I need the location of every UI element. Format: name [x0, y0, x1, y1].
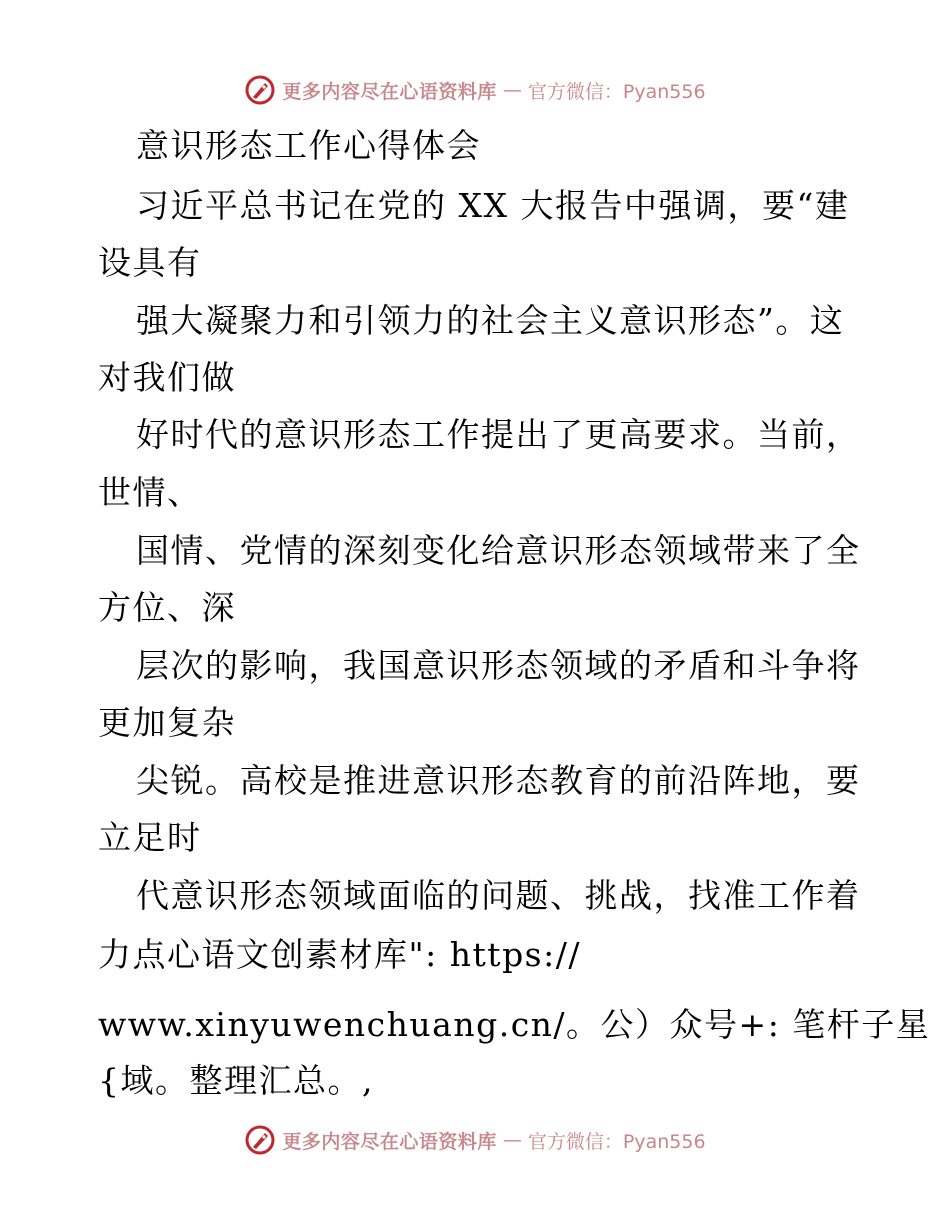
- paragraph-line: 国情、党情的深刻变化给意识形态领域带来了全: [136, 531, 861, 570]
- watermark-text: 更多内容尽在心语资料库: [282, 80, 497, 103]
- watermark-dash: —: [502, 1129, 522, 1151]
- paragraph-line: 层次的影响，我国意识形态领域的矛盾和斗争将: [136, 646, 861, 685]
- pen-nib-circle-icon: [244, 74, 276, 106]
- paragraph-line: www.xinyuwenchuang.cn/。公）众号+: 笔杆子星: [98, 1005, 931, 1044]
- paragraph-line: 方位、深: [98, 588, 236, 627]
- footer-watermark: [0, 1120, 950, 1160]
- paragraph-line: 对我们做: [98, 358, 236, 397]
- header-watermark: [0, 70, 950, 110]
- pen-nib-circle-icon: [244, 1124, 276, 1156]
- paragraph-line: 更加复杂: [98, 703, 236, 742]
- paragraph-line: 立足时: [98, 818, 202, 857]
- paragraph-line: 习近平总书记在党的 XX 大报告中强调，要“建: [136, 186, 850, 225]
- paragraph-line: 好时代的意识形态工作提出了更高要求。当前，: [136, 415, 861, 454]
- paragraph-line: 强大凝聚力和引领力的社会主义意识形态”。这: [136, 301, 845, 340]
- watermark-contact: 官方微信：Pyan556: [527, 1130, 706, 1153]
- watermark-dash: —: [502, 79, 522, 101]
- watermark-contact: 官方微信：Pyan556: [527, 80, 706, 103]
- paragraph-line: 代意识形态领域面临的问题、挑战，找准工作着: [136, 876, 861, 915]
- paragraph-line: 世情、: [98, 473, 202, 512]
- paragraph-line: 力点心语文创素材库": https://: [98, 935, 581, 974]
- paragraph-line: 设具有: [98, 243, 202, 282]
- document-title: 意识形态工作心得体会: [136, 126, 481, 165]
- watermark-text: 更多内容尽在心语资料库: [282, 1130, 497, 1153]
- paragraph-line: {域。整理汇总。,: [98, 1061, 374, 1100]
- paragraph-line: 尖锐。高校是推进意识形态教育的前沿阵地，要: [136, 761, 861, 800]
